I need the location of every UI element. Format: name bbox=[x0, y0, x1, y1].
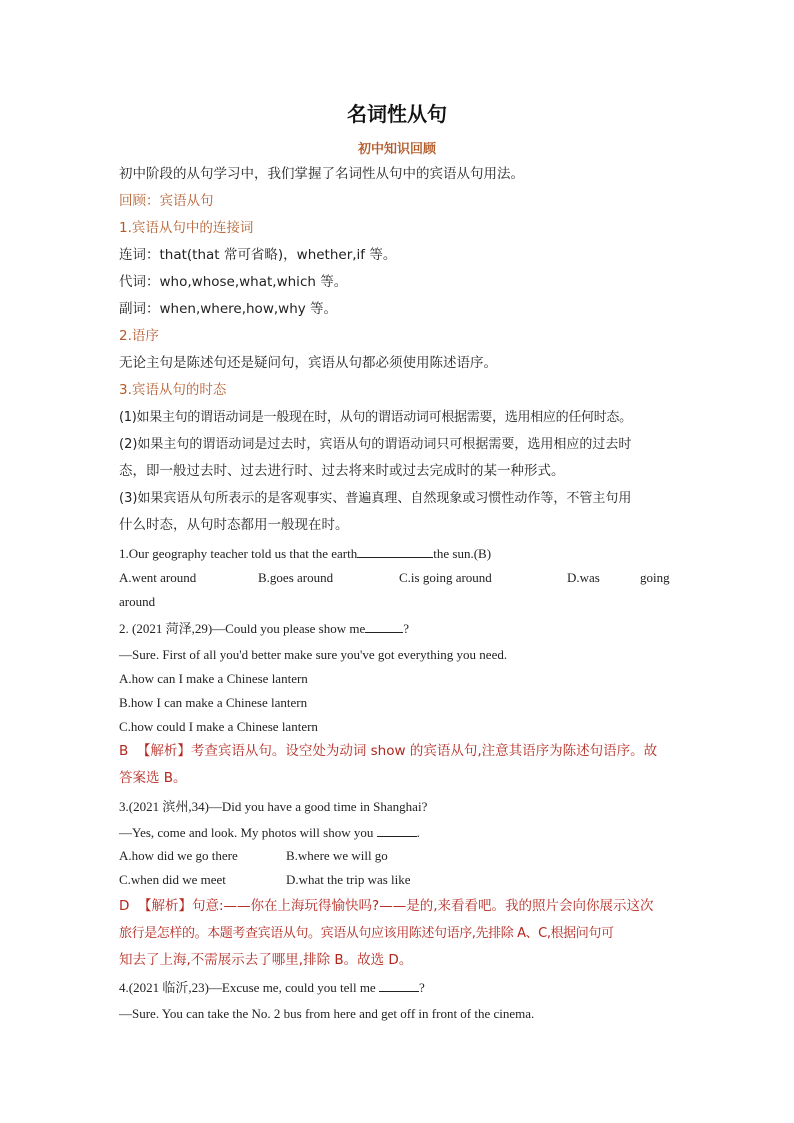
section-3-rule-3a: (3)如果宾语从句所表示的是客观事实、普遍真理、自然现象或习惯性动作等，不管主句用 bbox=[119, 491, 632, 506]
question-3-reply-start: —Yes, come and look. My photos will show you bbox=[119, 825, 374, 840]
question-1-stem bbox=[119, 545, 675, 562]
question-4-reply: —Sure. You can take the No. 2 bus from here and get off in front of the cinema. bbox=[119, 1006, 535, 1021]
question-3-explanation-end: 知去了上海,不需展示去了哪里,排除 B。故选 D。 bbox=[119, 952, 413, 968]
question-1-option-d: D.was bbox=[567, 570, 600, 585]
question-2-explanation bbox=[119, 743, 675, 760]
explanation-label: 【解析】 bbox=[136, 743, 191, 759]
question-3-answer: D bbox=[119, 898, 130, 914]
section-3-rule-2b: 态，即一般过去时、过去进行时、过去将来时或过去完成时的某一种形式。 bbox=[119, 463, 565, 479]
question-1-option-c: C.is going around bbox=[399, 570, 492, 585]
section-1-adverbs: 副词：when,where,how,why 等。 bbox=[119, 301, 338, 317]
question-3-explanation-text: 句意:——你在上海玩得愉快吗?——是的,来看看吧。我的照片会向你展示这次 bbox=[192, 898, 654, 914]
question-3-option-a: A.how did we go there bbox=[119, 848, 238, 863]
question-3-option-d: D.what the trip was like bbox=[286, 872, 411, 887]
explanation-label: 【解析】 bbox=[138, 898, 192, 914]
question-3-explanation bbox=[119, 898, 675, 915]
section-3-rule-2a: (2)如果主句的谓语动词是过去时，宾语从句的谓语动词只可根据需要，选用相应的过去时 bbox=[119, 437, 632, 452]
question-2-stem bbox=[119, 620, 675, 637]
question-2-explanation-cont: 答案选 B。 bbox=[119, 770, 187, 786]
page-subtitle: 初中知识回顾 bbox=[357, 142, 436, 157]
section-2-text: 无论主句是陈述句还是疑问句，宾语从句都必须使用陈述语序。 bbox=[119, 355, 497, 371]
question-2-option-b: B.how I can make a Chinese lantern bbox=[119, 695, 308, 710]
section-1-pronouns: 代词：who,whose,what,which 等。 bbox=[119, 274, 348, 290]
question-3-option-c: C.when did we meet bbox=[119, 872, 226, 887]
question-3-explanation-cont: 旅行是怎样的。本题考查宾语从句。宾语从句应该用陈述句语序,先排除 A、C,根据问句可 bbox=[119, 926, 614, 941]
question-2-reply: —Sure. First of all you'd better make sure you've got everything you need. bbox=[119, 647, 508, 662]
question-4-stem bbox=[119, 979, 675, 996]
question-1-stem-end: the sun.(B) bbox=[433, 546, 492, 561]
question-1-option-d-cont: going bbox=[640, 570, 670, 585]
question-2-answer: B bbox=[119, 743, 129, 759]
section-2-heading: 2.语序 bbox=[119, 328, 159, 344]
question-2-explanation-text: 考查宾语从句。设空处为动词 show 的宾语从句,注意其语序为陈述句语序。故 bbox=[190, 743, 658, 759]
answer-blank bbox=[365, 620, 403, 633]
question-4-stem-start: 4.(2021 临沂,23)—Excuse me, could you tell me bbox=[119, 980, 376, 995]
question-2-option-a: A.how can I make a Chinese lantern bbox=[119, 671, 308, 686]
question-1-option-d-wrap: around bbox=[119, 594, 156, 609]
question-2-stem-start: 2. (2021 菏泽,29)—Could you please show me bbox=[119, 621, 366, 636]
question-1-option-b: B.goes around bbox=[258, 570, 334, 585]
question-3-option-b: B.where we will go bbox=[286, 848, 388, 863]
review-heading: 回顾：宾语从句 bbox=[119, 193, 214, 209]
section-3-heading: 3.宾语从句的时态 bbox=[119, 382, 227, 398]
question-1-option-a: A.went around bbox=[119, 570, 197, 585]
question-3-stem: 3.(2021 滨州,34)—Did you have a good time in Shanghai? bbox=[119, 799, 428, 814]
page-title: 名词性从句 bbox=[347, 102, 447, 126]
section-3-rule-1: (1)如果主句的谓语动词是一般现在时，从句的谓语动词可根据需要，选用相应的任何时态。 bbox=[119, 410, 632, 425]
question-3-reply-end: . bbox=[416, 825, 420, 840]
question-2-option-c: C.how could I make a Chinese lantern bbox=[119, 719, 318, 734]
answer-blank bbox=[379, 979, 419, 992]
intro-text: 初中阶段的从句学习中，我们掌握了名词性从句中的宾语从句用法。 bbox=[119, 166, 524, 182]
question-1-stem-start: 1.Our geography teacher told us that the earth bbox=[119, 546, 358, 561]
section-1-conjunctions: 连词：that(that 常可省略)，whether,if 等。 bbox=[119, 247, 397, 263]
answer-blank bbox=[377, 824, 417, 837]
section-1-heading: 1.宾语从句中的连接词 bbox=[119, 220, 254, 236]
question-4-stem-end: ? bbox=[418, 980, 425, 995]
question-2-stem-end: ? bbox=[403, 621, 410, 636]
answer-blank bbox=[357, 545, 433, 558]
question-3-reply bbox=[119, 824, 675, 841]
section-3-rule-3b: 什么时态，从句时态都用一般现在时。 bbox=[119, 517, 349, 533]
